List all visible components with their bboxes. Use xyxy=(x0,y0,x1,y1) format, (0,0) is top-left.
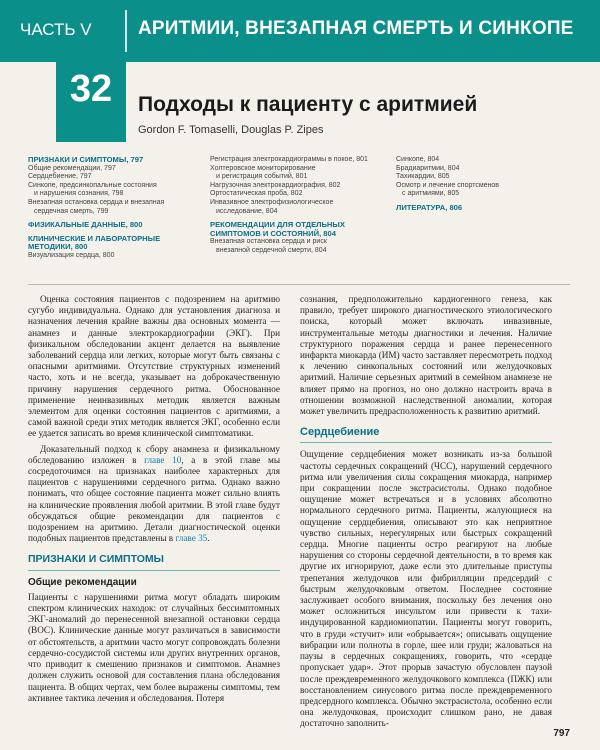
part-title: АРИТМИИ, ВНЕЗАПНАЯ СМЕРТЬ И СИНКОПЕ xyxy=(138,18,574,39)
toc-heading: СИМПТОМОВ И СОСТОЯНИЙ, 804 xyxy=(210,228,336,238)
section-heading: ПРИЗНАКИ И СИМПТОМЫ xyxy=(28,553,164,566)
palpitations-paragraph: Ощущение сердцебиения может возникать из-за большой частоты сердечных сокращений (ЧСС), нарушений сердечного ритма или увеличения силы сокращения миокарда, например при сокращении после экстрасистолы. Однако подобное ощущение может встречаться и в условиях абсолютно нормального сердечного ритма. Пациенты, жалующиеся на ощущение сердцебиения, описывают это как неприятное чувство сильных, нерегулярных или быстрых сокращений сердца. Многие пациенты остро реагируют на любые нарушения со стороны сердечной деятельности, в то время как другие их игнорируют, даже если это длительные приступы трепетания желудочков или фибрилляции предсердий с быстрым желудочковым ответом. Последнее состояние заслуживает особого внимания, поскольку без лечения оно может осложниться инсультом или привести к тахи-индуцированной кардиомиопатии. Пациенты могут говорить, что в груди «стучит» или «обрывается»; описывать ощущение вибрации или полноты в горле, шее или груди; жаловаться на паузы в сердечных сокращениях, говорить, что «сердце пропускает удар». Этот прорыв зачастую обусловлен паузой после преждевременного желудочкового комплекса (ПЖК) или восстановлением синусового ритма после преждевременного предсердного комплекса. Обычно экстрасистола, особенно если она желудочковая, происходит слишком рано, не давая достаточно заполнить- xyxy=(300,449,552,729)
chapter-title: Подходы к пациенту с аритмией xyxy=(138,93,478,116)
toc-heading: МЕТОДИКИ, 800 xyxy=(28,242,88,252)
contents-divider xyxy=(28,284,570,285)
intro-paragraph: Оценка состояния пациентов с подозрением на аритмию сугубо индивидуальна. Однако для установления диагноза и назначения лечения крайне важны два основных момента — анамнез и данные электрокардиографии (ЭКГ). При физикальном обследовании акцент делается на выявление заболеваний сердца или легких, которые могут быть связаны с опасными аритмиями. Отсутствие структурных изменений часто, хоть и не всегда, указывает на доброкачественную причину нарушения сердечного ритма. Обоснованное применение неинвазивных методик является важным элементом для оценки состояния пациентов с аритмиями, а самой важной среди этих методик является ЭКГ, особенно если ее удается записать во время клинической симптоматики. xyxy=(28,294,280,439)
toc-entry: Синкопе, предсинкопальные состояния xyxy=(28,181,157,189)
left-text-column xyxy=(28,294,280,708)
right-text-column xyxy=(300,294,552,734)
toc-entry: Нагрузочная электрокардиография, 802 xyxy=(210,181,341,189)
chapter-number-block xyxy=(56,62,126,142)
toc-column-2 xyxy=(210,156,370,256)
chapter-contents xyxy=(0,156,600,274)
toc-entry: Сердцебиение, 797 xyxy=(28,173,92,181)
toc-column-3 xyxy=(396,156,556,213)
subsection-heading: Общие рекомендации xyxy=(28,576,137,588)
toc-entry: Инвазивное электрофизиологическое xyxy=(210,198,334,206)
toc-entry: внезапной сердечной смерти, 804 xyxy=(216,246,327,254)
toc-heading: ЛИТЕРАТУРА, 806 xyxy=(396,202,463,212)
toc-heading: КЛИНИЧЕСКИЕ И ЛАБОРАТОРНЫЕ xyxy=(28,233,161,243)
toc-entry: и регистрация событий, 801 xyxy=(216,173,308,181)
continued-paragraph: сознания, предположительно кардиогенного генеза, как правило, требует широкого диагностического этиологического поиска, который может включать инвазивные, инструментальные методы диагностики и лечения. Наличие структурного поражения сердца и ранее перенесенного инфаркта миокарда (ИМ) часто заставляет пересмотреть подход к лечению синкопальных состояний или желудочковых аритмий. Наличие серьезных аритмий в семейном анамнезе не влияет прямо на прогноз, но оно должно настроить врача в отношении возможной наследственной аномалии, которая может увеличить предрасположенность к развитию аритмий. xyxy=(300,294,552,417)
toc-heading: РЕКОМЕНДАЦИИ ДЛЯ ОТДЕЛЬНЫХ xyxy=(210,220,345,230)
toc-entry: Визуализация сердца, 800 xyxy=(28,251,115,259)
toc-entry: Синкопе, 804 xyxy=(396,156,440,163)
toc-entry: исследование, 804 xyxy=(216,207,278,215)
part-divider xyxy=(125,10,127,52)
chapter-10-link[interactable]: главе 10 xyxy=(144,454,182,465)
toc-entry: Внезапная остановка сердца и внезапная xyxy=(28,198,165,206)
toc-entry: Тахикардии, 805 xyxy=(396,173,450,181)
palpitations-rule xyxy=(300,442,552,443)
section-rule xyxy=(28,570,280,571)
toc-entry: Регистрация электрокардиограммы в покое, 801 xyxy=(210,156,368,163)
chapter-35-link[interactable]: главе 35 xyxy=(175,533,208,544)
part-label: ЧАСТЬ V xyxy=(20,20,92,39)
toc-entry: с аритмиями, 805 xyxy=(402,190,460,198)
toc-entry: Брадиаритмии, 804 xyxy=(396,164,460,172)
chapter-number: 32 xyxy=(69,68,113,110)
toc-entry: сердечная смерть, 799 xyxy=(34,207,109,215)
toc-entry: и нарушения сознания, 798 xyxy=(34,190,124,198)
toc-entry: Общие рекомендации, 797 xyxy=(28,164,116,172)
toc-heading: ФИЗИКАЛЬНЫЕ ДАННЫЕ, 800 xyxy=(28,220,143,230)
toc-heading: ПРИЗНАКИ И СИМПТОМЫ, 797 xyxy=(28,155,144,164)
part-header-bar xyxy=(0,0,600,62)
intro-paragraph-2: Доказательный подход к сбору анамнеза и физикальному обследованию изложен в главе 10, а в этой главе мы сосредоточимся на признаках наиболее характерных для пациентов с нарушениями сердечного ритма. Однако важно понимать, что общее состояние пациента может сильно влиять на клинические проявления любой аритмии. В этой главе будут обсуждаться общие рекомендации для пациентов с подозрением на аритмию. Детали диагностической оценки подобных пациентов представлены в главе 35. xyxy=(28,443,280,544)
palpitations-heading: Сердцебиение xyxy=(300,426,380,439)
toc-column-1 xyxy=(28,156,198,261)
toc-entry: Осмотр и лечение спортсменов xyxy=(396,181,500,189)
toc-entry: Внезапная остановка сердца и риск xyxy=(210,238,327,246)
general-recommendations-paragraph: Пациенты с нарушениями ритма могут обладать широким спектром клинических находок: от случайных бессимптомных ЭКГ-аномалий до перенесенной внезапной остановки сердца (ВОС). Клинические данные могут различаться в зависимости от обстоятельств, а аритмии часто могут сопровождать болезни сердечно-сосудистой системы или других внутренних органов, что приводит к смешению признаков и симптомов. Анамнез должен служить основой для составления плана обследования пациента. В общих чертах, чем более выражены симптомы, тем активнее тактика лечения и обследования. Потеря xyxy=(28,591,280,703)
toc-entry: Ортостатическая проба, 802 xyxy=(210,190,303,198)
toc-entry: Холтеровское мониторирование xyxy=(210,164,316,172)
chapter-authors: Gordon F. Tomaselli, Douglas P. Zipes xyxy=(138,124,324,136)
page-number: 797 xyxy=(553,728,570,739)
